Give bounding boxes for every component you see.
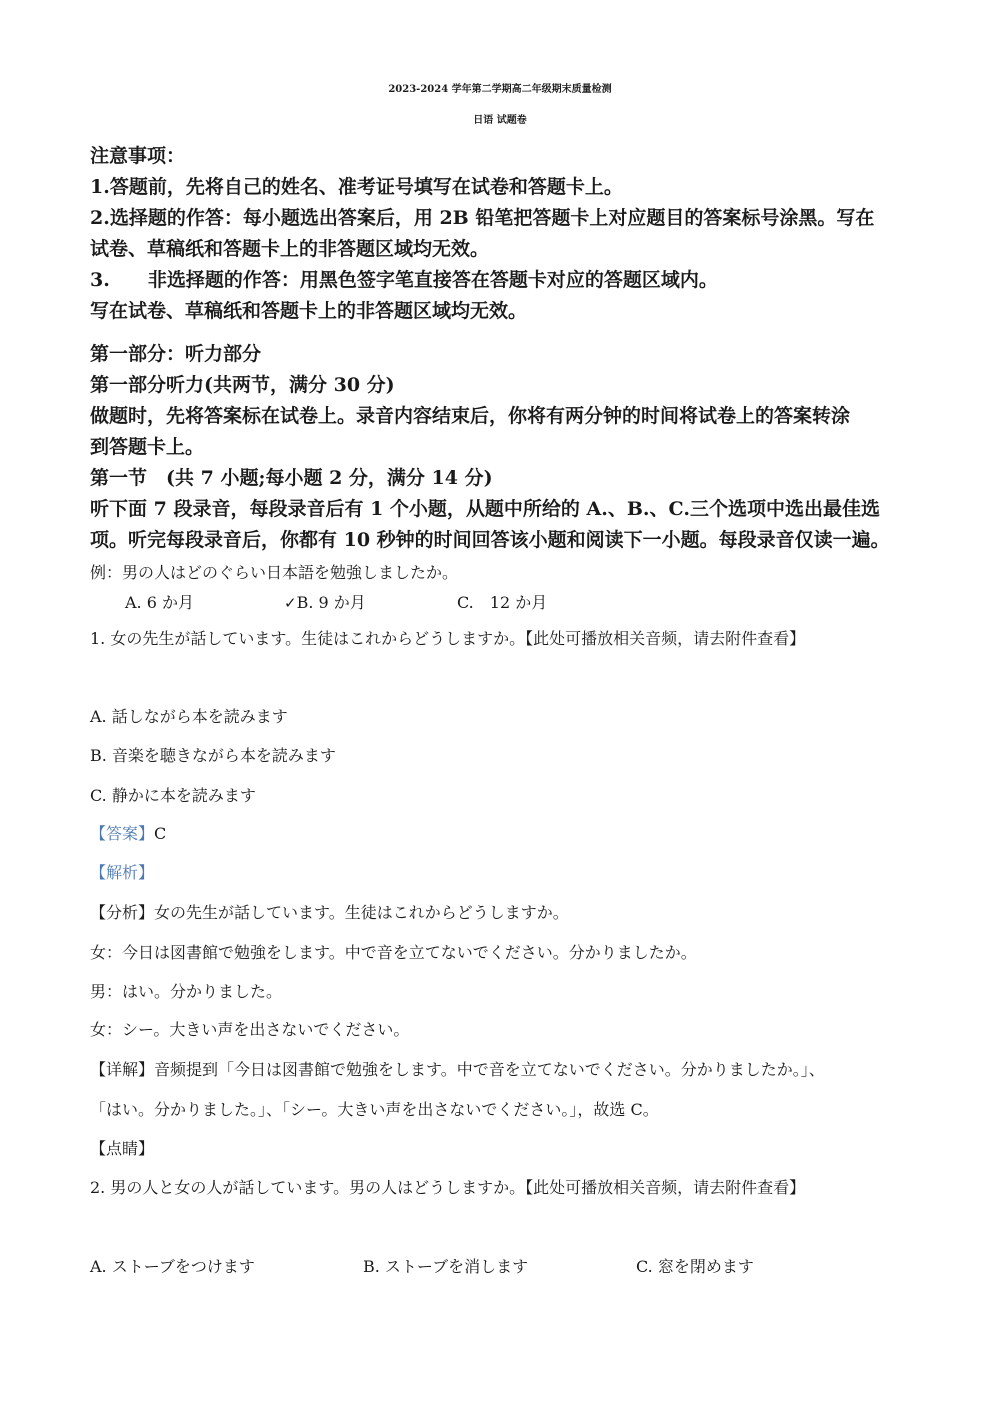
q1-option-b: B. 音楽を聴きながら本を読みます xyxy=(90,746,336,765)
point-tag: 【点睛】 xyxy=(90,1139,155,1158)
q1-answer xyxy=(90,826,166,842)
answer-value: C xyxy=(154,824,167,843)
q1-detail-line-2: 「はい。分かりました。」、「シー。大きい声を出さないでください。」，故选 C。 xyxy=(90,1100,659,1119)
example-option-a: A. 6 か月 xyxy=(125,593,194,612)
q1-option-a: A. 話しながら本を読みます xyxy=(90,707,288,726)
q1-option-c: C. 静かに本を読みます xyxy=(90,786,256,805)
part1-instruction-line-1: 做题时，先将答案标在试卷上。录音内容结束后，你将有两分钟的时间将试卷上的答案转涂 xyxy=(90,405,851,427)
q1-dialog-2: 男：はい。分かりました。 xyxy=(90,982,283,1001)
q2-option-b: B. ストーブを消します xyxy=(363,1257,529,1276)
notice-heading: 注意事项： xyxy=(90,145,186,167)
answer-tag: 【答案】 xyxy=(90,824,155,843)
exam-title: 2023-2024 学年第二学期高二年级期末质量检测 xyxy=(388,84,612,95)
check-mark-icon: ✓ xyxy=(284,594,297,612)
question-2: 2. 男の人と女の人が話しています。男の人はどうしますか。【此处可播放相关音频，请去附件查看】 xyxy=(90,1178,806,1197)
q2-option-c: C. 窓を閉めます xyxy=(636,1257,754,1276)
q1-detail-line-1: 【详解】音频提到「今日は図書館で勉強をします。中で音を立てないでください。分かりましたか。」、 xyxy=(90,1060,825,1079)
notice-item-3-line-1: 3. 非选择题的作答：用黑色签字笔直接答在答题卡对应的答题区域内。 xyxy=(90,269,718,291)
part1-instruction-line-2: 到答题卡上。 xyxy=(90,436,205,458)
exam-subtitle: 日语 试题卷 xyxy=(473,115,527,126)
q2-option-a: A. ストーブをつけます xyxy=(90,1257,255,1276)
notice-item-2-line-2: 试卷、草稿纸和答题卡上的非答题区域均无效。 xyxy=(90,238,490,260)
section1-instruction-line-1: 听下面 7 段录音，每段录音后有 1 个小题，从题中所给的 A.、B.、C.三个选项中选出最佳选 xyxy=(90,498,880,520)
part1-subheading: 第一部分听力(共两节，满分 30 分) xyxy=(90,374,395,396)
part1-heading: 第一部分：听力部分 xyxy=(90,343,262,365)
q1-dialog-1: 女：今日は図書館で勉強をします。中で音を立てないでください。分かりましたか。 xyxy=(90,943,697,962)
notice-item-1: 1.答题前，先将自己的姓名、准考证号填写在试卷和答题卡上。 xyxy=(90,176,623,198)
analysis-tag: 【解析】 xyxy=(90,863,155,882)
example-question: 例：男の人はどのぐらい日本語を勉強しましたか。 xyxy=(90,563,459,582)
section1-instruction-line-2: 项。听完每段录音后，你都有 10 秒钟的时间回答该小题和阅读下一小题。每段录音仅读一遍。 xyxy=(90,529,890,551)
notice-item-2-line-1: 2.选择题的作答：每小题选出答案后，用 2B 铅笔把答题卡上对应题目的答案标号涂黑。写在 xyxy=(90,207,875,229)
example-option-b: B. 9 か月 xyxy=(296,593,366,612)
section1-heading: 第一节 (共 7 小题;每小题 2 分，满分 14 分) xyxy=(90,467,493,489)
notice-item-3-line-2: 写在试卷、草稿纸和答题卡上的非答题区域均无效。 xyxy=(90,300,528,322)
example-option-b-row xyxy=(284,595,366,611)
q1-analysis: 【分析】女の先生が話しています。生徒はこれからどうしますか。 xyxy=(90,903,569,922)
example-option-c: C. 12 か月 xyxy=(457,593,548,612)
question-1: 1. 女の先生が話しています。生徒はこれからどうしますか。【此处可播放相关音频，请去附件查看】 xyxy=(90,629,806,648)
q1-dialog-3: 女：シー。大きい声を出さないでください。 xyxy=(90,1020,410,1039)
